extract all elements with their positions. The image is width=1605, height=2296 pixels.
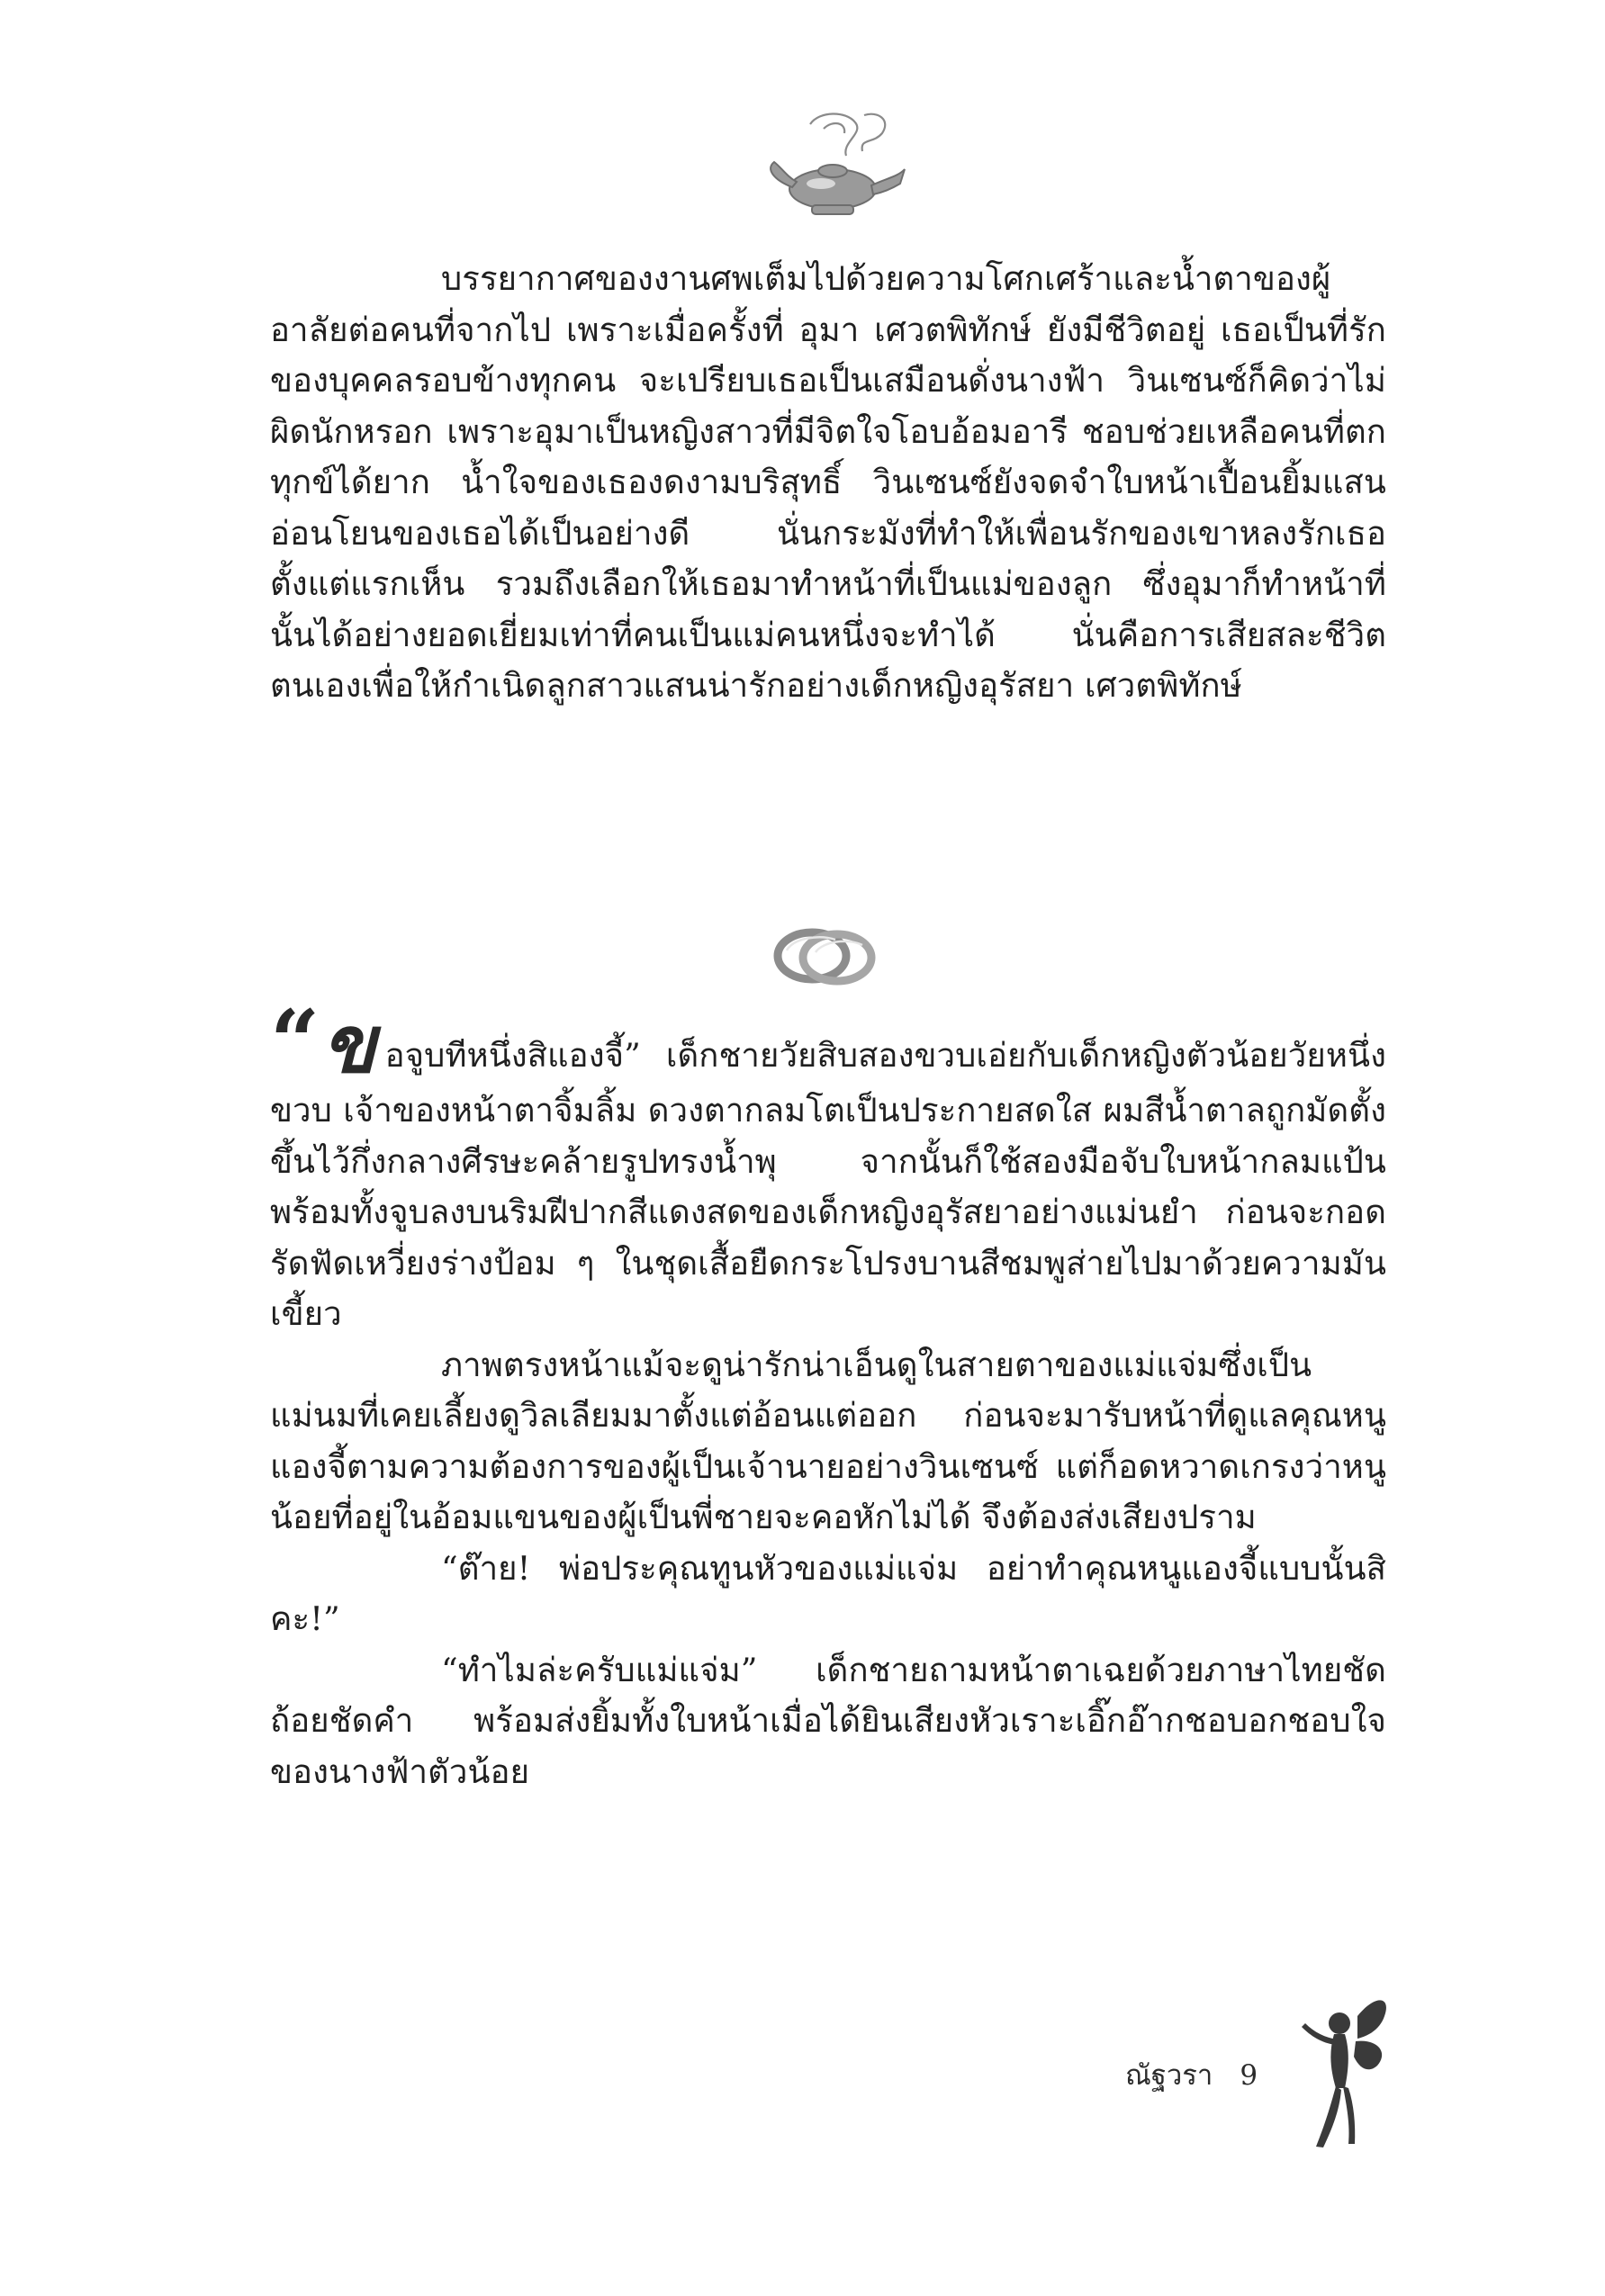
paragraph: ภาพตรงหน้าแม้จะดูน่ารักน่าเอ็นดูในสายตาของแม่แจ่มซึ่งเป็นแม่นมที่เคยเลี้ยงดูวิลเลียมมาตั้งแต่อ้อนแต่ออก ก่อนจะมารับหน้าที่ดูแลคุณหนูแองจี้ตามความต้องการของผู้เป็นเจ้านายอย่างวินเซนซ์ แต่ก็อดหวาดเกรงว่าหนูน้อยที่อยู่ในอ้อมแขนของผู้เป็นพี่ชายจะคอหักไม่ได้ จึงต้องส่งเสียงปราม xyxy=(270,1345,1386,1536)
page-number: 9 xyxy=(1240,2059,1258,2092)
lamp-icon xyxy=(756,106,909,232)
opening-text: อจูบทีหนึ่งสิแองจี้” เด็กชายวัยสิบสองขวบเอ่ยกับเด็กหญิงตัวน้อยวัยหนึ่งขวบ เจ้าของหน้าตาจิ้มลิ้ม ดวงตากลมโตเป็นประกายสดใส ผมสีน้ำตาลถูกมัดตั้งขึ้นไว้กึ่งกลางศีรษะคล้ายรูปทรงน้ำพุ จากนั้นก็ใช้สองมือจับใบหน้ากลมแป้นพร้อมทั้งจูบลงบนริมฝีปากสีแดงสดของเด็กหญิงอุรัสยาอย่างแม่นยำ ก่อนจะกอดรัดฟัดเหวี่ยงร่างป้อม ๆ ในชุดเสื้อยืดกระโปรงบานสีชมพูส่ายไปมาด้วยความมันเขี้ยว xyxy=(270,1036,1386,1333)
section-2 xyxy=(270,991,1386,1797)
dropcap-letter: ข xyxy=(321,997,376,1091)
fairy-icon xyxy=(1294,1989,1393,2151)
running-title: ณัฐวรา xyxy=(1125,2059,1213,2092)
paragraph: “ทำไมล่ะครับแม่แจ่ม” เด็กชายถามหน้าตาเฉยด้วยภาษาไทยชัดถ้อยชัดคำ พร้อมส่งยิ้มทั้งใบหน้าเมื่อได้ยินเสียงหัวเราะเอิ๊กอ๊ากชอบอกชอบใจของนางฟ้าตัวน้อย xyxy=(270,1650,1386,1791)
page-footer xyxy=(1125,2052,1258,2097)
paragraph: บรรยากาศของงานศพเต็มไปด้วยความโศกเศร้าและน้ำตาของผู้อาลัยต่อคนที่จากไป เพราะเมื่อครั้งที่ อุมา เศวตพิทักษ์ ยังมีชีวิตอยู่ เธอเป็นที่รักของบุคคลรอบข้างทุกคน จะเปรียบเธอเป็นเสมือนดั่งนางฟ้า วินเซนซ์ก็คิดว่าไม่ผิดนักหรอก เพราะอุมาเป็นหญิงสาวที่มีจิตใจโอบอ้อมอารี ชอบช่วยเหลือคนที่ตกทุกข์ได้ยาก น้ำใจของเธองดงามบริสุทธิ์ วินเซนซ์ยังจดจำใบหน้าเปื้อนยิ้มแสนอ่อนโยนของเธอได้เป็นอย่างดี นั่นกระมังที่ทำให้เพื่อนรักของเขาหลงรักเธอตั้งแต่แรกเห็น รวมถึงเลือกให้เธอมาทำหน้าที่เป็นแม่ของลูก ซึ่งอุมาก็ทำหน้าที่นั้นได้อย่างยอดเยี่ยมเท่าที่คนเป็นแม่คนหนึ่งจะทำได้ นั่นคือการเสียสละชีวิตตนเองเพื่อให้กำเนิดลูกสาวแสนน่ารักอย่างเด็กหญิงอุรัสยา เศวตพิทักษ์ xyxy=(270,259,1386,705)
dropcap-quote: “ xyxy=(270,991,320,1093)
opening-paragraph xyxy=(270,991,1386,1340)
rings-icon xyxy=(765,918,882,995)
paragraph: “ต๊าย! พ่อประคุณทูนหัวของแม่แจ่ม อย่าทำคุณหนูแองจี้แบบนั้นสิคะ!” xyxy=(270,1548,1386,1638)
section-1 xyxy=(270,254,1386,712)
